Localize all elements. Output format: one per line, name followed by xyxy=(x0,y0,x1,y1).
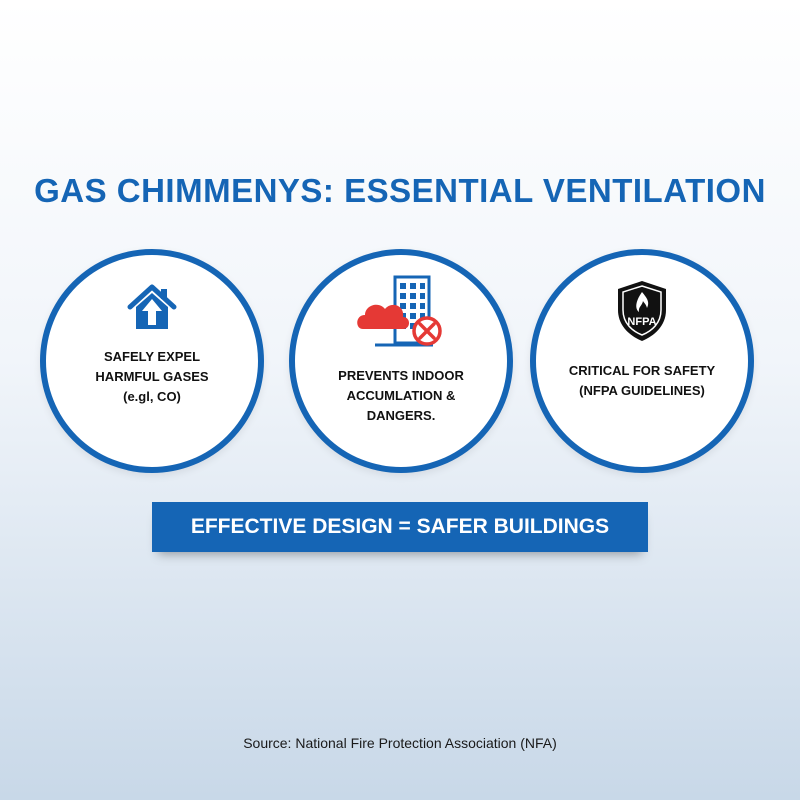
nfpa-badge-text: NFPA xyxy=(627,316,657,328)
card-expel-gases xyxy=(40,249,264,473)
summary-banner: EFFECTIVE DESIGN = SAFER BUILDINGS xyxy=(152,502,648,552)
card-caption: PREVENTS INDOOR ACCUMLATION & DANGERS. xyxy=(338,368,464,423)
cloud-building-no-icon xyxy=(353,271,453,357)
card-caption: CRITICAL FOR SAFETY (NFPA GUIDELINES) xyxy=(568,363,716,398)
card-prevent-accumulation xyxy=(289,249,513,473)
card-critical-safety xyxy=(530,249,754,473)
source-citation: Source: National Fire Protection Association (NFA) xyxy=(243,735,557,751)
card-caption: SAFELY EXPEL HARMFUL GASES (e.gl, CO) xyxy=(95,349,209,404)
house-arrow-icon xyxy=(126,281,178,333)
nfpa-shield-icon xyxy=(614,278,670,344)
page-title: GAS CHIMMENYS: ESSENTIAL VENTILATION xyxy=(34,172,766,209)
